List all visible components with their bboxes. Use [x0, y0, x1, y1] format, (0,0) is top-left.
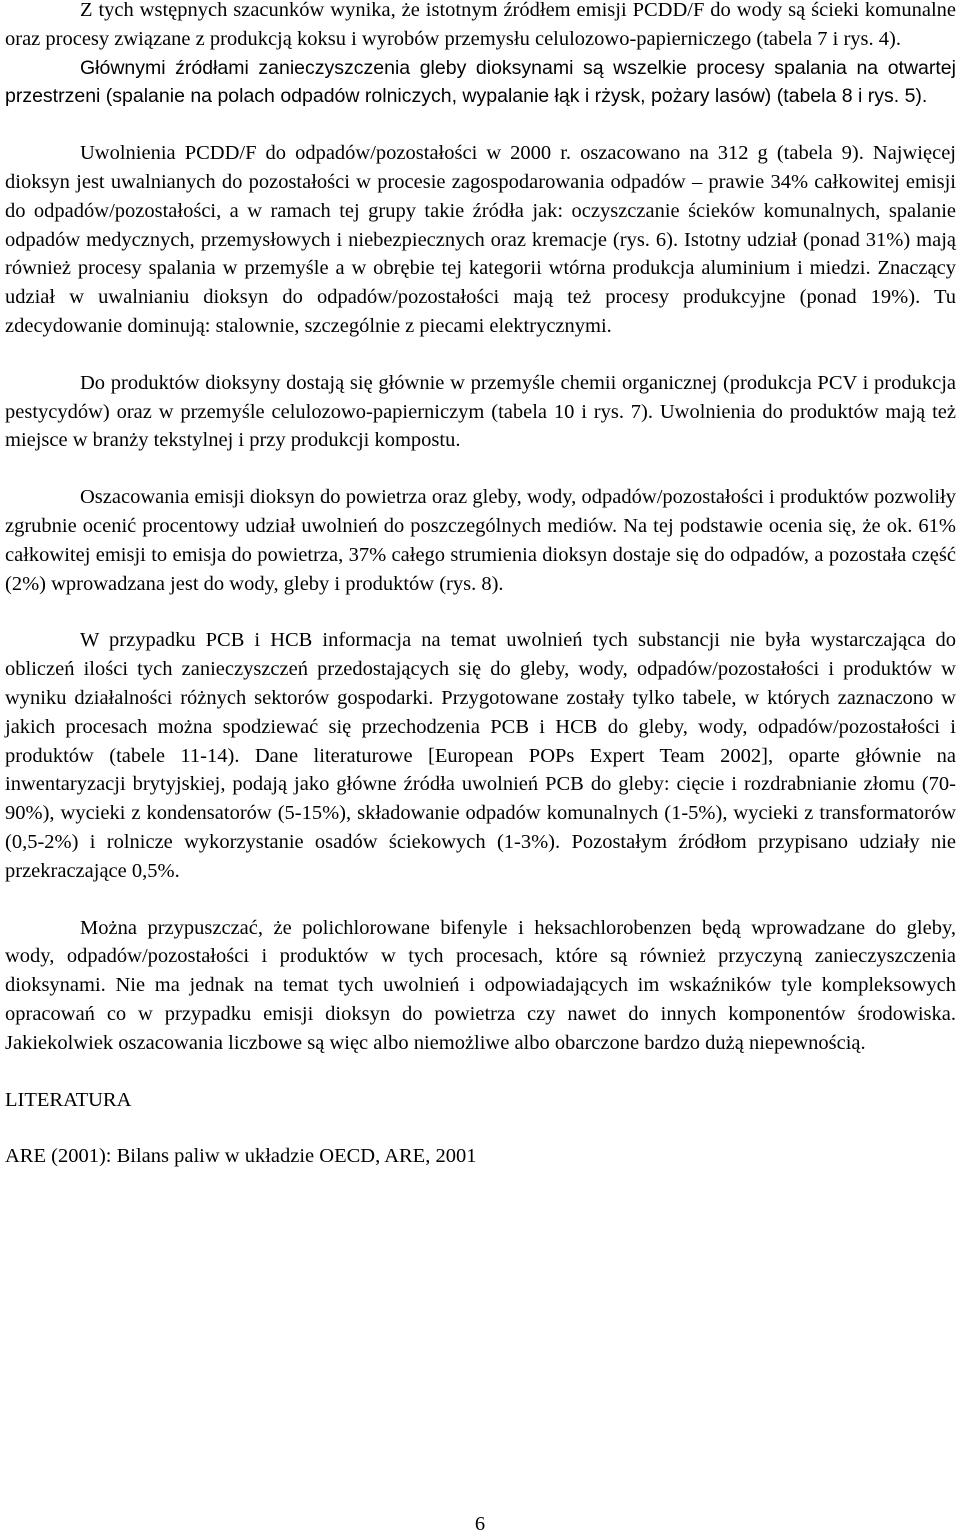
paragraph-gap [5, 341, 956, 369]
paragraph-2: Głównymi źródłami zanieczyszczenia gleby dioksynami są wszelkie procesy spalania na otwartej przestrzeni (spalanie na polach odpadów rolniczych, wypalanie łąk i rżysk, pożary lasów) (tabela 8 i rys. 5). [5, 56, 956, 108]
paragraph-gap [5, 1058, 956, 1086]
paragraph-1: Z tych wstępnych szacunków wynika, że istotnym źródłem emisji PCDD/F do wody są ścieki komunalne oraz procesy związane z produkcją koksu i wyrobów przemysłu celulozowo-papierniczego (tabela 7 i rys. 4). [5, 0, 956, 50]
paragraph-gap [5, 111, 956, 139]
paragraph-gap [5, 598, 956, 626]
paragraph-gap [5, 1114, 956, 1142]
document-page [5, 0, 956, 1171]
paragraph-7: Można przypuszczać, że polichlorowane bifenyle i heksachlorobenzen będą wprowadzane do gleby, wody, odpadów/pozostałości i produktów w tych procesach, które są również przyczyną zanieczyszczenia dioksynami. Nie ma jednak na temat tych uwolnień i odpowiadających im wskaźników tyle kompleksowych opracowań co w przypadku emisji dioksyn do powietrza czy nawet do innych komponentów środowiska. Jakiekolwiek oszacowania liczbowe są więc albo niemożliwe albo obarczone bardzo dużą niepewnością. [5, 916, 956, 1054]
paragraph-gap [5, 455, 956, 483]
paragraph-6: W przypadku PCB i HCB informacja na temat uwolnień tych substancji nie była wystarczająca do obliczeń ilości tych zanieczyszczeń przedostających się do gleby, wody, odpadów/pozostałości i produktów w wyniku działalności różnych sektorów gospodarki. Przygotowane zostały tylko tabele, w których zaznaczono w jakich procesach można spodziewać się przechodzenia PCB i HCB do gleby, wody, odpadów/pozostałości i produktów (tabele 11-14). Dane literaturowe [European POPs Expert Team 2002], oparte głównie na inwentaryzacji brytyjskiej, podają jako główne źródła uwolnień PCB do gleby: cięcie i rozdrabnianie złomu (70-90%), wycieki z kondensatorów (5-15%), składowanie odpadów komunalnych (1-5%), wycieki z transformatorów (0,5-2%) i rolnicze wykorzystanie osadów ściekowych (1-3%). Pozostałym źródłom przypisano udziały nie przekraczające 0,5%. [5, 629, 956, 882]
paragraph-gap [5, 886, 956, 914]
paragraph-5: Oszacowania emisji dioksyn do powietrza oraz gleby, wody, odpadów/pozostałości i produktów pozwoliły zgrubnie ocenić procentowy udział uwolnień do poszczególnych mediów. Na tej podstawie ocenia się, że ok. 61% całkowitej emisji to emisja do powietrza, 37% całego strumienia dioksyn dostaje się do odpadów, a pozostała część (2%) wprowadzana jest do wody, gleby i produktów (rys. 8). [5, 486, 956, 595]
page-number: 6 [474, 1513, 486, 1535]
paragraph-4: Do produktów dioksyny dostają się głównie w przemyśle chemii organicznej (produkcja PCV i produkcja pestycydów) oraz w przemyśle celulozowo-papierniczym (tabela 10 i rys. 7). Uwolnienia do produktów mają też miejsce w branży tekstylnej i przy produkcji kompostu. [5, 371, 956, 452]
reference-entry: ARE (2001): Bilans paliw w układzie OECD, ARE, 2001 [5, 1145, 477, 1168]
paragraph-3: Uwolnienia PCDD/F do odpadów/pozostałości w 2000 r. oszacowano na 312 g (tabela 9). Najwięcej dioksyn jest uwalnianych do pozostałości w procesie zagospodarowania odpadów – prawie 34% całkowitej emisji do odpadów/pozostałości, a w ramach tej grupy takie źródła jak: oczyszczanie ścieków komunalnych, spalanie odpadów medycznych, przemysłowych i niebezpiecznych oraz kremacje (rys. 6). Istotny udział (ponad 31%) mają również procesy spalania w przemyśle a w obrębie tej kategorii wtórna produkcja aluminium i miedzi. Znaczący udział w uwalnianiu dioksyn do odpadów/pozostałości mają też procesy produkcyjne (ponad 19%). Tu zdecydowanie dominują: stalownie, szczególnie z piecami elektrycznymi. [5, 142, 956, 337]
references-heading: LITERATURA [5, 1088, 132, 1111]
